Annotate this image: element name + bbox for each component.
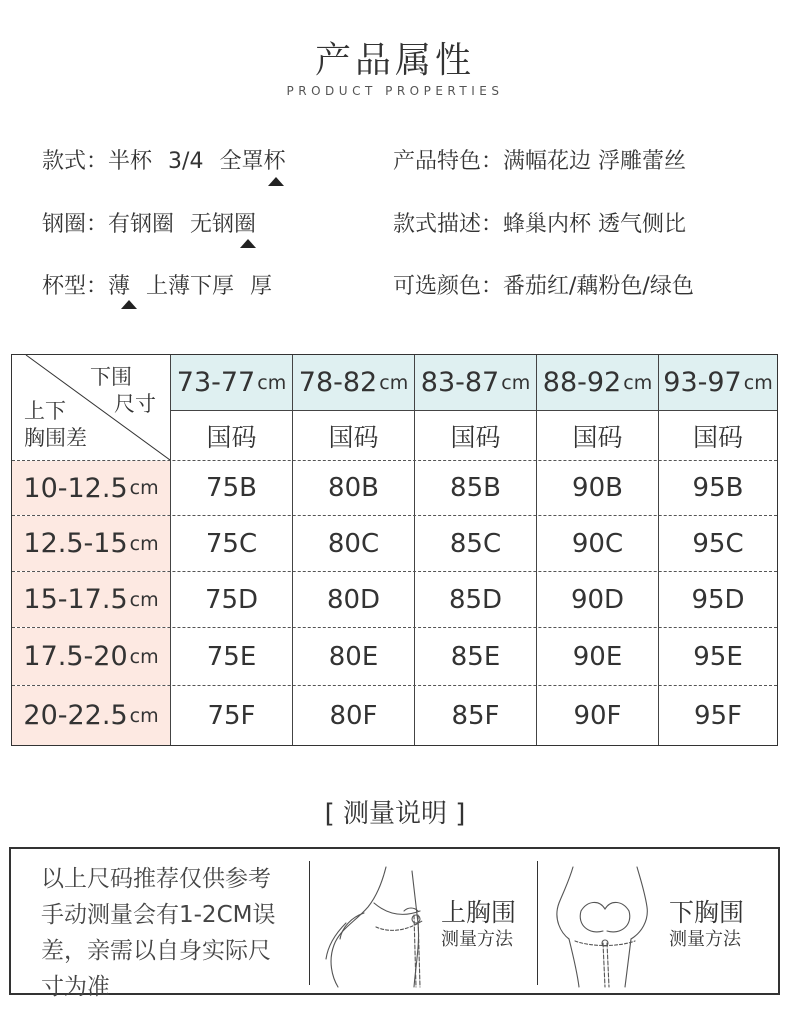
- attr-description: [393, 207, 686, 238]
- row-header-range: 20-22.5 cm: [12, 686, 170, 745]
- attr-wire: [42, 207, 272, 238]
- attr-colors: [393, 269, 694, 300]
- row-header-range: 10-12.5 cm: [12, 461, 170, 515]
- measurement-title: [ 测量说明 ]: [324, 799, 466, 829]
- table-cell: 90F: [573, 700, 622, 731]
- attr-cup-option: 上薄下厚: [146, 274, 235, 299]
- table-cell: 80D: [326, 584, 381, 615]
- table-cell: 85B: [450, 473, 501, 503]
- corner-label-top: 下围: [90, 365, 132, 389]
- page-title: 产品属性: [314, 40, 475, 81]
- attr-description-value: 蜂巢内杯 透气侧比: [503, 212, 687, 237]
- table-cell: 75C: [205, 528, 258, 559]
- column-header-code: 国码: [328, 422, 379, 452]
- column-header-size: 93-97 cm: [659, 355, 777, 410]
- grid-line: [414, 355, 415, 745]
- attr-style: [42, 144, 301, 175]
- table-cell: 95E: [693, 641, 743, 672]
- table-cell: 75E: [206, 641, 257, 672]
- grid-line: [536, 355, 537, 745]
- upper-bust-subtitle: 测量方法: [441, 929, 513, 950]
- table-cell: 95D: [691, 584, 745, 615]
- table-cell: 75B: [206, 473, 257, 503]
- table-cell: 75D: [204, 584, 259, 615]
- table-cell: 90D: [570, 584, 625, 615]
- grid-line: [292, 355, 293, 745]
- column-header-size: 88-92 cm: [537, 355, 658, 410]
- column-header-size: 83-87 cm: [415, 355, 536, 410]
- upper-bust-title: 上胸围: [441, 898, 517, 927]
- lower-bust-title: 下胸围: [669, 898, 745, 927]
- corner-label-left2: 胸围差: [24, 426, 87, 450]
- attr-feature-label: 产品特色：: [393, 149, 504, 174]
- measurement-box: [9, 847, 780, 1000]
- section-divider: [309, 861, 310, 985]
- grid-line: [12, 685, 777, 686]
- attr-style-option: 3/4: [168, 149, 204, 174]
- attr-cup-label: 杯型：: [42, 274, 109, 299]
- measurement-note: [41, 861, 301, 1005]
- row-header-range: 12.5-15 cm: [12, 516, 170, 571]
- section-divider: [537, 861, 538, 985]
- table-cell: 80C: [327, 528, 380, 559]
- attr-cup-option: 厚: [250, 274, 273, 299]
- table-cell: 75F: [207, 700, 256, 731]
- table-cell: 95F: [693, 700, 743, 731]
- attr-style-option-selected: 全罩杯: [219, 149, 286, 174]
- attr-cup-option-selected: 薄: [108, 274, 131, 299]
- grid-line: [12, 571, 777, 572]
- attr-style-option: 半杯: [108, 149, 153, 174]
- attr-style-label: 款式：: [42, 149, 109, 174]
- row-header-range: 17.5-20 cm: [12, 628, 170, 685]
- corner-label-left: 上下: [24, 399, 66, 423]
- table-cell: 85E: [450, 641, 501, 672]
- attr-feature-value: 满幅花边 浮雕蕾丝: [503, 149, 687, 174]
- grid-line: [658, 355, 659, 745]
- row-header-range: 15-17.5 cm: [12, 572, 170, 627]
- grid-line: [12, 460, 777, 461]
- column-header-code: 国码: [450, 422, 501, 452]
- note-line: 以上尺码推荐仅供参考: [41, 866, 271, 892]
- selected-marker-icon: [121, 300, 137, 309]
- attr-colors-value: 番茄红/藕粉色/绿色: [503, 274, 694, 299]
- table-cell: 90E: [572, 641, 623, 672]
- table-cell: 85C: [449, 528, 502, 559]
- table-cell: 95B: [692, 473, 744, 503]
- table-cell: 90C: [571, 528, 624, 559]
- column-header-code: 国码: [206, 422, 257, 452]
- attr-wire-label: 钢圈：: [42, 212, 109, 237]
- column-header-code: 国码: [572, 422, 623, 452]
- attr-wire-option: 有钢圈: [108, 212, 175, 237]
- table-cell: 80F: [329, 700, 378, 731]
- lower-bust-subtitle: 测量方法: [669, 929, 741, 950]
- grid-line: [171, 410, 777, 411]
- grid-line: [170, 355, 171, 745]
- column-header-size: 73-77 cm: [171, 355, 292, 410]
- attr-feature: [393, 144, 686, 175]
- table-cell: 90B: [572, 473, 623, 503]
- corner-label-top2: 尺寸: [114, 392, 156, 416]
- lower-bust-figure-icon: [545, 863, 665, 989]
- table-cell: 95C: [692, 528, 744, 559]
- table-cell: 80B: [328, 473, 379, 503]
- note-line: 寸为准: [41, 974, 110, 1000]
- upper-bust-figure-icon: [316, 863, 441, 989]
- size-table: [11, 354, 778, 746]
- attr-wire-option-selected: 无钢圈: [190, 212, 257, 237]
- attr-colors-label: 可选颜色：: [393, 274, 504, 299]
- column-header-code: 国码: [692, 422, 743, 452]
- grid-line: [12, 627, 777, 628]
- table-cell: 85F: [451, 700, 500, 731]
- note-line: 手动测量会有1-2CM误: [41, 902, 276, 928]
- column-header-size: 78-82 cm: [293, 355, 414, 410]
- selected-marker-icon: [268, 177, 284, 186]
- table-cell: 85D: [448, 584, 503, 615]
- table-corner-cell: [12, 355, 170, 460]
- page-subtitle: PRODUCT PROPERTIES: [286, 84, 504, 98]
- note-line: 差，亲需以自身实际尺: [41, 938, 271, 964]
- grid-line: [12, 515, 777, 516]
- table-cell: 80E: [328, 641, 379, 672]
- attr-description-label: 款式描述：: [393, 212, 504, 237]
- attr-cup: [42, 269, 288, 300]
- selected-marker-icon: [240, 239, 256, 248]
